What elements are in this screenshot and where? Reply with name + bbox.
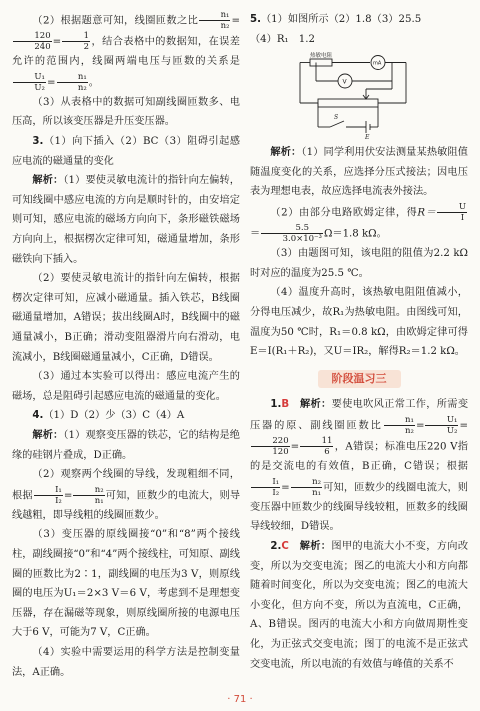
fraction-n1-n2-b: $\frac{\text{n₁}}{\text{n₂}}$ xyxy=(57,72,88,93)
text: （2）由部分电路欧姆定律，得 xyxy=(270,207,418,219)
switch-symbol xyxy=(330,121,344,127)
voltmeter-label: V xyxy=(342,78,347,86)
right-column xyxy=(250,10,468,674)
thermistor-symbol xyxy=(310,59,332,66)
fraction-u-i: $\frac{U}{I}$ xyxy=(437,202,467,223)
fraction-n2n1: $\frac{\text{n₂}}{\text{n₁}}$ xyxy=(291,477,322,498)
question-4-analysis-3: （3）变压器的原线圈接“0”和“8”两个接线柱，副线圈接“0”和“4”两个接线柱，可知原、副线圈的匝数比为2∶1，副线圈的电压为3 V，则原线圈的电压为U₁＝2×3 V＝6 V，考虑到不是理想变压器，存在漏磁等现象，则原线圈所接的电源电压大于6 V，可能为7 V，C正确。 xyxy=(12,529,240,639)
analysis-label: 解析： xyxy=(270,147,302,159)
text: （1）同学利用伏安法测量某热敏阻值随温度变化的关系，应选择分压式接法；因电压表为理想电表，故应选择电流表外接法。 xyxy=(250,147,468,198)
answer-letter: C xyxy=(281,540,289,552)
fraction-120-240: $\frac{120}{240}$ xyxy=(13,31,52,52)
answer-text: （1）D（2）少（3）C（4）A xyxy=(43,410,185,422)
analysis-label: 解析： xyxy=(299,399,332,411)
question-number: 2. xyxy=(270,540,282,552)
section-title: 阶段温习三 xyxy=(318,370,401,388)
fraction-n1n2: $\frac{\text{n₁}}{\text{n₂}}$ xyxy=(384,415,415,436)
analysis-label: 解析： xyxy=(32,429,64,441)
paragraph-q2-part3: （3）从表格中的数据可知副线圈匝数多、电压高，所以该变压器是升压变压器。 xyxy=(12,96,240,128)
text: 可知，匝数少的电流大，则导线越粗，即导线粗的线圈匝数少。 xyxy=(12,490,241,521)
rheostat-symbol xyxy=(318,99,378,107)
question-number: 4. xyxy=(32,410,44,422)
switch-label: S xyxy=(334,114,339,122)
question-5-analysis-1 xyxy=(250,143,468,202)
page-number: · 71 · xyxy=(227,694,253,705)
fraction-i1-i2: $\frac{\text{I₁}}{\text{I₂}}$ xyxy=(34,485,63,506)
battery-label: E xyxy=(365,134,370,140)
question-5-analysis-3: （3）由题图可知，该电阻的阻值为2.2 kΩ时对应的温度为25.5 ℃。 xyxy=(250,248,468,279)
text: ，结合表格中的数据知，在误差允许的范围内，线圈两端电压与匝数的关系是 xyxy=(12,36,240,68)
text: （1）观察变压器的铁芯，它的结构是绝缘的硅钢片叠成，D正确。 xyxy=(12,429,240,461)
answer-text: （1）如图所示（2）1.8（3）25.5 xyxy=(260,14,422,25)
question-3-analysis-1 xyxy=(12,171,240,269)
question-number: 5. xyxy=(250,14,261,25)
fraction-11-6: $\frac{11}{6}$ xyxy=(300,436,333,457)
fraction-1-2: $\frac{1}{2}$ xyxy=(62,31,90,52)
question-3-answer xyxy=(12,132,240,171)
question-4-analysis-1 xyxy=(12,426,240,465)
formula-lhs: R＝ xyxy=(417,207,437,219)
fraction-u1-u2: $\frac{\text{U₁}}{\text{U₂}}$ xyxy=(13,72,46,93)
left-column xyxy=(12,10,240,682)
paragraph-q2-part2: （2）根据题意可知，线圈匝数之比 $\frac{\text{n₁}}{\text{n₂}}$ = $\frac{120}{240}$ = $\frac{1}{2}$ ，结合表格中的数据知，在误差允许的范围内，线圈两端电压与匝数的关系是 $\frac{\text{U₁}}{\text{U₂}}$ = $\frac{\text{n₁}}{\text{n₂}}$ 。 xyxy=(12,10,240,93)
text: 可知，匝数少的线圈电流大，则变压器中匝数少的线圈导线较粗，匝数多的线圈导线较细，D错误。 xyxy=(250,482,468,533)
thermistor-label: 热敏电阻 xyxy=(310,53,333,60)
fraction-n1-n2: $\frac{\text{n₁}}{\text{n₂}}$ xyxy=(199,10,230,31)
text: Ω＝1.8 kΩ。 xyxy=(323,228,387,240)
circuit-diagram xyxy=(296,51,416,139)
question-3-analysis-3: （3）通过本实验可以得出：感应电流产生的磁场，总是阻碍引起感应电流的磁通量的变化。 xyxy=(12,371,240,402)
text: 图甲的电流大小不变，方向改变，所以为交变电流；图乙的电流大小和方向都随着时间变化，所以为交变电流；图乙的电流大小变化，但方向不变，所以为直流电，C正确，A、B错误。图丙的电流大小和方向做周期性变化，为正弦式交变电流；图丁的电流不是正弦式交变电流，所以电流的有效值与峰值的关系不 xyxy=(250,540,469,670)
question-5-answer xyxy=(250,10,468,30)
analysis-label: 解析： xyxy=(299,540,332,552)
question-3-analysis-2: （2）要使灵敏电流计的指针向左偏转，根据楞次定律可知，应减小磁通量。插入铁芯，B线圈磁通量增加，A错误；拔出线圈A时，B线圈中的磁通量减小，B正确；滑动变阻器滑片向右滑动，电流减小，B线圈磁通量减小，C正确，D错误。 xyxy=(12,273,240,363)
question-4-analysis-2: （2）观察两个线圈的导线，发现粗细不同，根据 $\frac{\text{I₁}}{\text{I₂}}$ = $\frac{\text{n₂}}{\text{n₁}}$ 可知，匝数少的电流大，则导线越粗，即导线粗的线圈匝数少。 xyxy=(12,469,241,521)
text: （2）根据题意可知，线圈匝数之比 xyxy=(32,15,199,27)
milliammeter-label: mA xyxy=(373,60,382,67)
question-4-analysis-4: （4）实验中需要运用的科学方法是控制变量法，A正确。 xyxy=(12,647,240,678)
answer-text: （1）向下插入（2）BC（3）阻碍引起感应电流的磁通量的变化 xyxy=(12,136,240,167)
text: （1）要使灵敏电流计的指针向左偏转，可知线圈中感应电流的方向是顺时针的，由安培定则可知，感应电流的磁场方向向下，条形磁铁磁场方向向上，根据楞次定律可知，磁通量增加，条形磁铁向下插入。 xyxy=(12,175,240,265)
section-header xyxy=(250,370,468,390)
fraction-220-120: $\frac{220}{120}$ xyxy=(251,436,290,457)
question-5-analysis-2: （2）由部分电路欧姆定律，得R＝ $\frac{U}{I}$ ＝ $\frac{5.5}{\text{3.0×10⁻³}}$ Ω＝1.8 kΩ。 xyxy=(250,201,467,245)
text: （2）观察两个线圈的导线，发现粗细不同，根据 xyxy=(12,469,240,502)
question-number: 3. xyxy=(32,136,44,148)
question-5-answer-line2: （4）R₁ 1.2 xyxy=(250,33,315,45)
fraction-5-5: $\frac{5.5}{\text{3.0×10⁻³}}$ xyxy=(261,223,323,244)
answer-letter: B xyxy=(281,399,290,411)
analysis-label: 解析： xyxy=(32,175,64,187)
question-4-answer xyxy=(12,406,240,426)
text: ，A错误；标准电压220 V指的是交流电的有效值，B正确，C错误；根据 xyxy=(250,441,468,473)
text: 要使电吹风正常工作，所需变压器的原、副线圈匝数比 xyxy=(250,399,469,432)
question-number: 1. xyxy=(270,399,282,411)
question-5-analysis-4: （4）温度升高时，该热敏电阻阻值减小，分得电压减少，故R₁为热敏电阻。由图线可知，温度为50 ℃时，R₁＝0.8 kΩ，由欧姆定律可得E＝I(R₁＋R₂)，又U＝IR₂，解得R₂＝1.2 kΩ。 xyxy=(250,287,468,358)
review-question-2 xyxy=(250,537,468,674)
fraction-n2-n1: $\frac{\text{n₂}}{\text{n₁}}$ xyxy=(73,485,104,506)
fraction-i1i2: $\frac{\text{I₁}}{\text{I₂}}$ xyxy=(251,477,280,498)
review-question-1: 1.B 解析：要使电吹风正常工作，所需变压器的原、副线圈匝数比 $\frac{\text{n₁}}{\text{n₂}}$ = $\frac{\text{U₁}}{\text{U₂}}$ = $\frac{220}{120}$ = $\frac{11}{6}$ ，A错误；标准电压220 V指的是交流电的有效值，B正确，C错误；根据 $\frac{\text{I₁}}{\text{I₂}}$ = $\frac{\text{n₂}}{\text{n₁}}$ 可知，匝数少的线圈电流大，则变压器中匝数少的线圈导线较粗，匝数多的线圈导线较细，D错误。 xyxy=(250,399,469,533)
fraction-u1u2: $\frac{\text{U₁}}{\text{U₂}}$ xyxy=(425,415,458,436)
